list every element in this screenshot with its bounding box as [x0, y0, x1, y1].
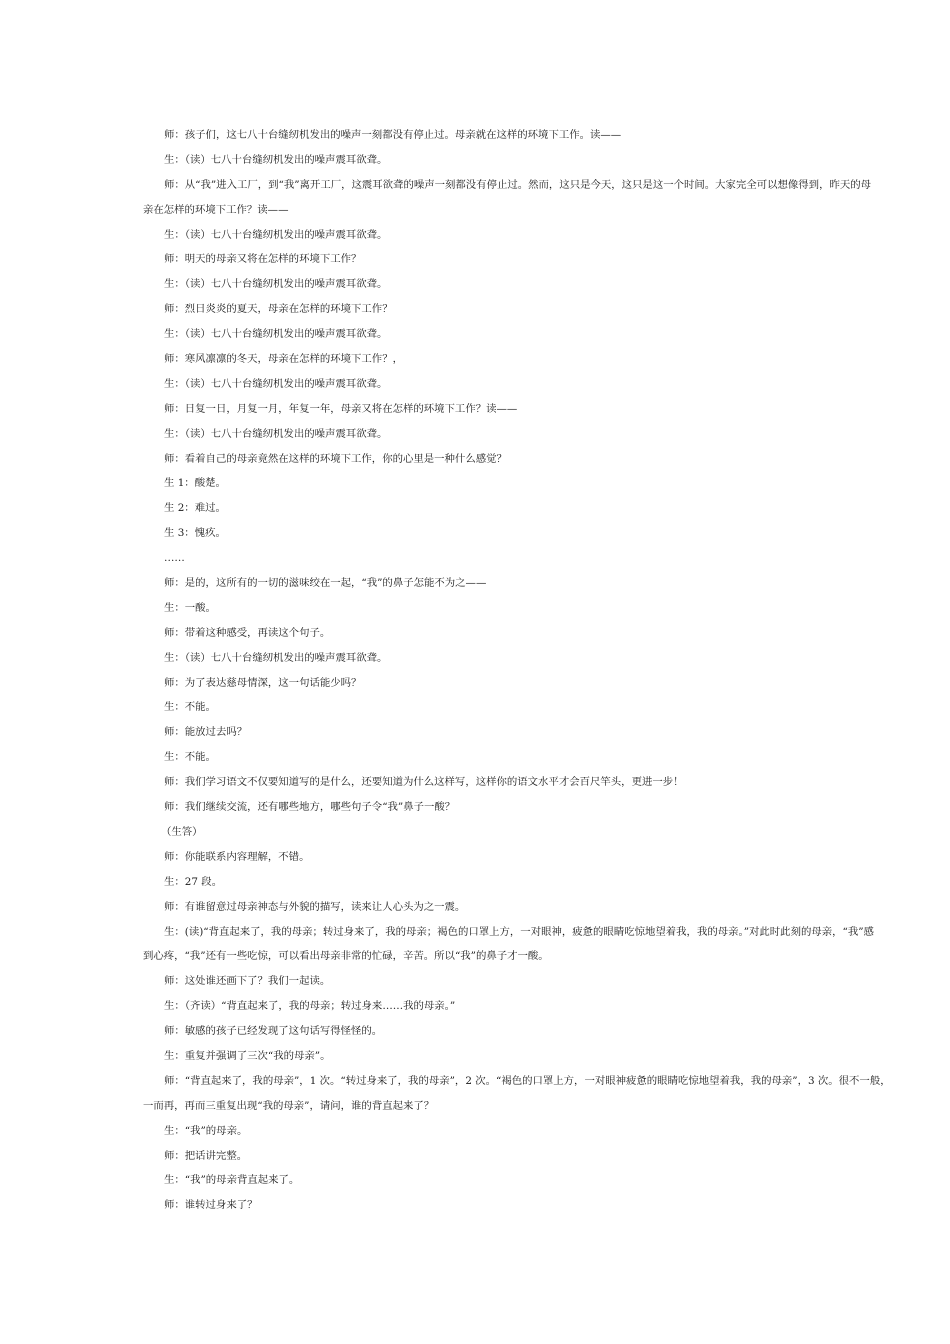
text-line: 生：不能。: [164, 751, 216, 764]
text-line: 师：是的，这所有的一切的滋味绞在一起，“我”的鼻子怎能不为之——: [164, 577, 487, 590]
text-line: 生：（读）七八十台缝纫机发出的噪声震耳欲聋。: [164, 153, 388, 166]
text-line: 生：（读）七八十台缝纫机发出的噪声震耳欲聋。: [164, 328, 388, 341]
text-line: 生：(读)“背直起来了，我的母亲；转过身来了，我的母亲；褐色的口罩上方，一对眼神，疲惫的眼睛吃惊地望着我，我的母亲。”对此时此刻的母亲，“我”感: [164, 925, 874, 938]
text-line: 师：寒风凛凛的冬天，母亲在怎样的环境下工作？，: [164, 353, 403, 366]
text-line: 生：（读）七八十台缝纫机发出的噪声震耳欲聋。: [164, 228, 388, 241]
text-line: 师：为了表达慈母情深，这一句话能少吗？: [164, 676, 362, 689]
text-line: 生：（读）七八十台缝纫机发出的噪声震耳欲聋。: [164, 427, 388, 440]
text-line: 师：烈日炎炎的夏天，母亲在怎样的环境下工作？: [164, 303, 393, 316]
text-line: 师：明天的母亲又将在怎样的环境下工作？: [164, 253, 362, 266]
text-line: 师：看着自己的母亲竟然在这样的环境下工作，你的心里是一种什么感觉？: [164, 452, 507, 465]
text-line: 到心疼，“我”还有一些吃惊，可以看出母亲非常的忙碌，辛苦。所以“我”的鼻子才一酸。: [143, 950, 549, 963]
text-line: 生：重复并强调了三次“我的母亲”。: [164, 1049, 331, 1062]
text-line: 一而再，再而三重复出现“我的母亲”，请问，谁的背直起来了？: [143, 1099, 435, 1112]
text-line: 生：（读）七八十台缝纫机发出的噪声震耳欲聋。: [164, 377, 388, 390]
text-line: 生：27 段。: [164, 875, 223, 888]
text-line: 生：“我”的母亲。: [164, 1124, 248, 1137]
text-line: 师：日复一日，月复一月，年复一年，母亲又将在怎样的环境下工作？读——: [164, 402, 518, 415]
text-line: 生 2：难过。: [164, 502, 226, 515]
text-line: 生：“我”的母亲背直起来了。: [164, 1174, 300, 1187]
text-line: 师：从“我”进入工厂，到“我”离开工厂，这震耳欲聋的噪声一刻都没有停止过。然而，这只是今天，这只是这一个时间。大家完全可以想像得到，昨天的母: [164, 178, 872, 191]
text-line: 师：我们继续交流，还有哪些地方，哪些句子令“我”鼻子一酸？: [164, 801, 456, 814]
text-line: 师：“背直起来了，我的母亲”，1 次。“转过身来了，我的母亲”，2 次。“褐色的口罩上方，一对眼神疲惫的眼睛吃惊地望着我，我的母亲”，3 次。很不一般，: [164, 1074, 891, 1087]
text-line: 师：把话讲完整。: [164, 1149, 248, 1162]
document-body: [143, 123, 891, 1218]
text-line: 师：孩子们，这七八十台缝纫机发出的噪声一刻都没有停止过。母亲就在这样的环境下工作。读——: [164, 129, 622, 141]
text-line: 亲在怎样的环境下工作？读——: [143, 203, 289, 216]
text-line: 师：有谁留意过母亲神态与外貌的描写，读来让人心头为之一震。: [164, 900, 466, 913]
text-line: 师：带着这种感受，再读这个句子。: [164, 626, 331, 639]
text-line: ……: [164, 552, 185, 565]
text-line: 生：不能。: [164, 701, 216, 714]
text-line: （生答）: [161, 825, 203, 838]
text-line: 生 3：愧疚。: [164, 527, 226, 540]
text-line: 师：这处谁还画下了？我们一起读。: [164, 975, 331, 988]
text-line: 生：（读）七八十台缝纫机发出的噪声震耳欲聋。: [164, 278, 388, 291]
text-line: 师：能放过去吗？: [164, 726, 248, 739]
text-line: 师：敏感的孩子已经发现了这句话写得怪怪的。: [164, 1025, 383, 1038]
text-line: 师：我们学习语文不仅要知道写的是什么，还要知道为什么这样写，这样你的语文水平才会百尺竿头，更进一步！: [164, 776, 684, 789]
text-line: 师：你能联系内容理解，不错。: [164, 850, 310, 863]
text-line: 生：（读）七八十台缝纫机发出的噪声震耳欲聋。: [164, 651, 388, 664]
text-line: 生：一酸。: [164, 601, 216, 614]
text-line: 师：谁转过身来了？: [164, 1199, 258, 1212]
text-line: 生：（齐读）“背直起来了，我的母亲；转过身来……我的母亲。”: [164, 1000, 456, 1013]
text-line: 生 1：酸楚。: [164, 477, 226, 490]
